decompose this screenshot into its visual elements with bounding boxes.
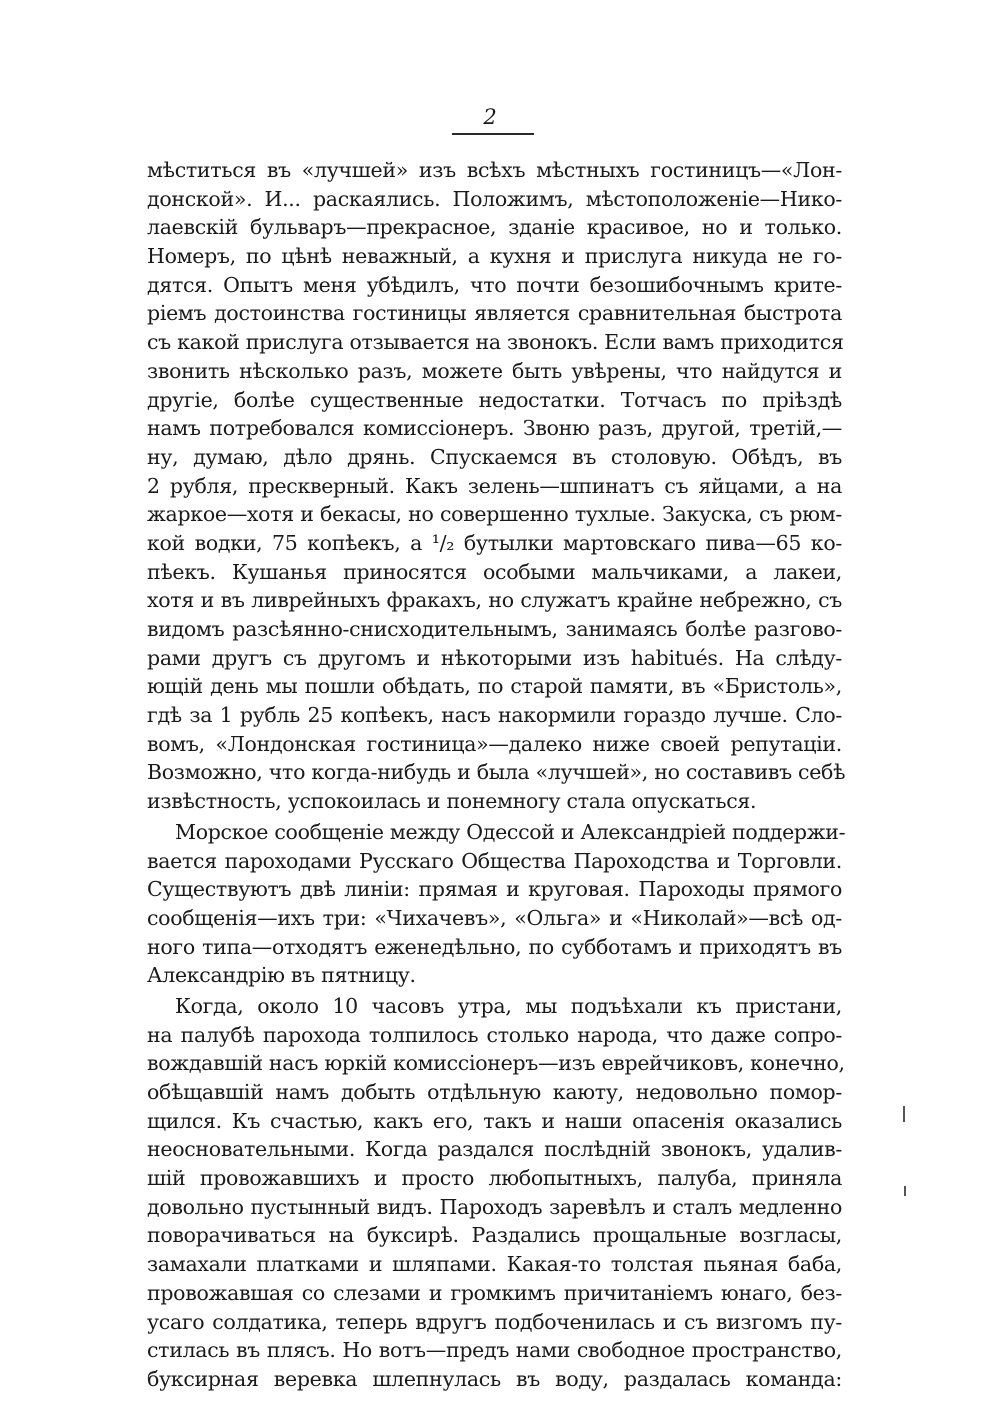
text-line: Возможно, что когда-нибудь и была «лучшей», но составивъ себѣ <box>147 760 846 785</box>
body-text <box>147 156 846 1394</box>
text-line: стилась въ плясъ. Но вотъ—предъ нами свободное пространство, <box>147 1338 842 1363</box>
text-line: довольно пустынный видъ. Пароходъ заревѣлъ и сталъ медленно <box>147 1194 842 1219</box>
margin-mark <box>903 1106 905 1122</box>
margin-mark <box>904 1186 906 1196</box>
text-line: замахали платками и шляпами. Какая-то толстая пьяная баба, <box>147 1252 842 1277</box>
text-line: жаркое—хотя и бекасы, но совершенно тухлые. Закуска, съ рюм- <box>147 502 842 527</box>
paragraph-3 <box>147 992 845 1394</box>
text-line: донской». И... раскаялись. Положимъ, мѣстоположеніе—Нико- <box>147 186 842 211</box>
text-line: рами другъ съ другомъ и нѣкоторыми изъ habitués. На слѣду- <box>147 645 842 670</box>
page-number: 2 <box>483 105 497 129</box>
text-line: усаго солдатика, теперь вдругъ подбоченилась и съ визгомъ пу- <box>147 1309 842 1334</box>
header-rule <box>452 133 534 135</box>
text-line: кой водки, 75 копѣекъ, а ¹/₂ бутылки мартовскаго пива—65 ко- <box>147 530 842 555</box>
text-line: ного типа—отходятъ еженедѣльно, по субботамъ и приходятъ въ <box>147 934 842 959</box>
text-line: шій провожавшихъ и просто любопытныхъ, палуба, приняла <box>147 1166 842 1191</box>
text-line: поворачиваться на буксирѣ. Раздались прощальные возгласы, <box>147 1223 842 1248</box>
text-line: провожавшая со слезами и громкимъ причитаніемъ юнаго, без- <box>147 1280 842 1305</box>
text-line: дятся. Опытъ меня убѣдилъ, что почти безошибочнымъ крите- <box>147 272 842 297</box>
text-line: ну, думаю, дѣло дрянь. Спускаемся въ столовую. Обѣдъ, въ <box>147 444 842 469</box>
paragraph-2 <box>147 818 846 990</box>
text-line: хотя и въ ливрейныхъ фракахъ, но служатъ крайне небрежно, съ <box>147 588 842 613</box>
text-line: вождавшій насъ юркій комиссіонеръ—изъ еврейчиковъ, конечно, <box>147 1051 845 1076</box>
text-line: звонить нѣсколько разъ, можете быть увѣрены, что найдутся и <box>147 358 842 383</box>
text-line: ріемъ достоинства гостиницы является сравнительная быстрота <box>147 301 842 326</box>
text-line: Номеръ, по цѣнѣ неважный, а кухня и прислуга никуда не го- <box>147 244 842 269</box>
paragraph-1 <box>147 156 846 816</box>
text-line: мѣститься въ «лучшей» изъ всѣхъ мѣстныхъ гостиницъ—«Лон- <box>147 158 842 182</box>
text-line: гдѣ за 1 рубль 25 копѣекъ, насъ накормили гораздо лучше. Сло- <box>147 703 842 728</box>
text-line: ющій день мы пошли обѣдать, по старой памяти, въ «Бристоль», <box>147 674 842 699</box>
text-line: извѣстность, успокоилась и понемногу стала опускаться. <box>147 789 757 814</box>
text-line: обѣщавшій намъ добыть отдѣльную каюту, недовольно помор- <box>147 1080 842 1104</box>
text-line: на палубѣ парохода толпилось столько народа, что даже сопро- <box>147 1022 842 1047</box>
text-line: Морское сообщеніе между Одессой и Александріей поддержи- <box>175 819 846 844</box>
text-line: буксирная веревка шлепнулась въ воду, раздалась команда: <box>147 1366 842 1391</box>
text-line: сообщенія—ихъ три: «Чихачевъ», «Ольга» и «Николай»—всѣ од- <box>147 905 842 930</box>
text-line: вомъ, «Лондонская гостиница»—далеко ниже своей репутаціи. <box>147 731 842 756</box>
text-line: Александрію въ пятницу. <box>147 963 416 988</box>
text-line: 2 рубля, прескверный. Какъ зелень—шпинатъ съ яйцами, а на <box>147 473 842 498</box>
text-line: видомъ разсѣянно-снисходительнымъ, занимаясь болѣе разгово- <box>147 617 842 641</box>
text-line: лаевскій бульваръ—прекрасное, зданіе красивое, но и только. <box>147 215 842 240</box>
text-line: съ какой прислуга отзывается на звонокъ. Если вамъ приходится <box>147 330 844 355</box>
text-line: вается пароходами Русскаго Общества Пароходства и Торговли. <box>147 848 842 873</box>
text-line: другіе, болѣе существенные недостатки. Тотчасъ по пріѣздѣ <box>147 387 842 412</box>
text-line: Существуютъ двѣ линіи: прямая и круговая. Пароходы прямого <box>147 877 842 902</box>
text-line: неосновательными. Когда раздался послѣдній звонокъ, удалив- <box>147 1137 842 1162</box>
text-line: пѣекъ. Кушанья приносятся особыми мальчиками, а лакеи, <box>147 559 842 584</box>
text-line: намъ потребовался комиссіонеръ. Звоню разъ, другой, третій,— <box>147 416 842 441</box>
text-line: Когда, около 10 часовъ утра, мы подъѣхали къ пристани, <box>175 993 842 1018</box>
text-line: щился. Къ счастью, какъ его, такъ и наши опасенія оказались <box>147 1108 842 1133</box>
